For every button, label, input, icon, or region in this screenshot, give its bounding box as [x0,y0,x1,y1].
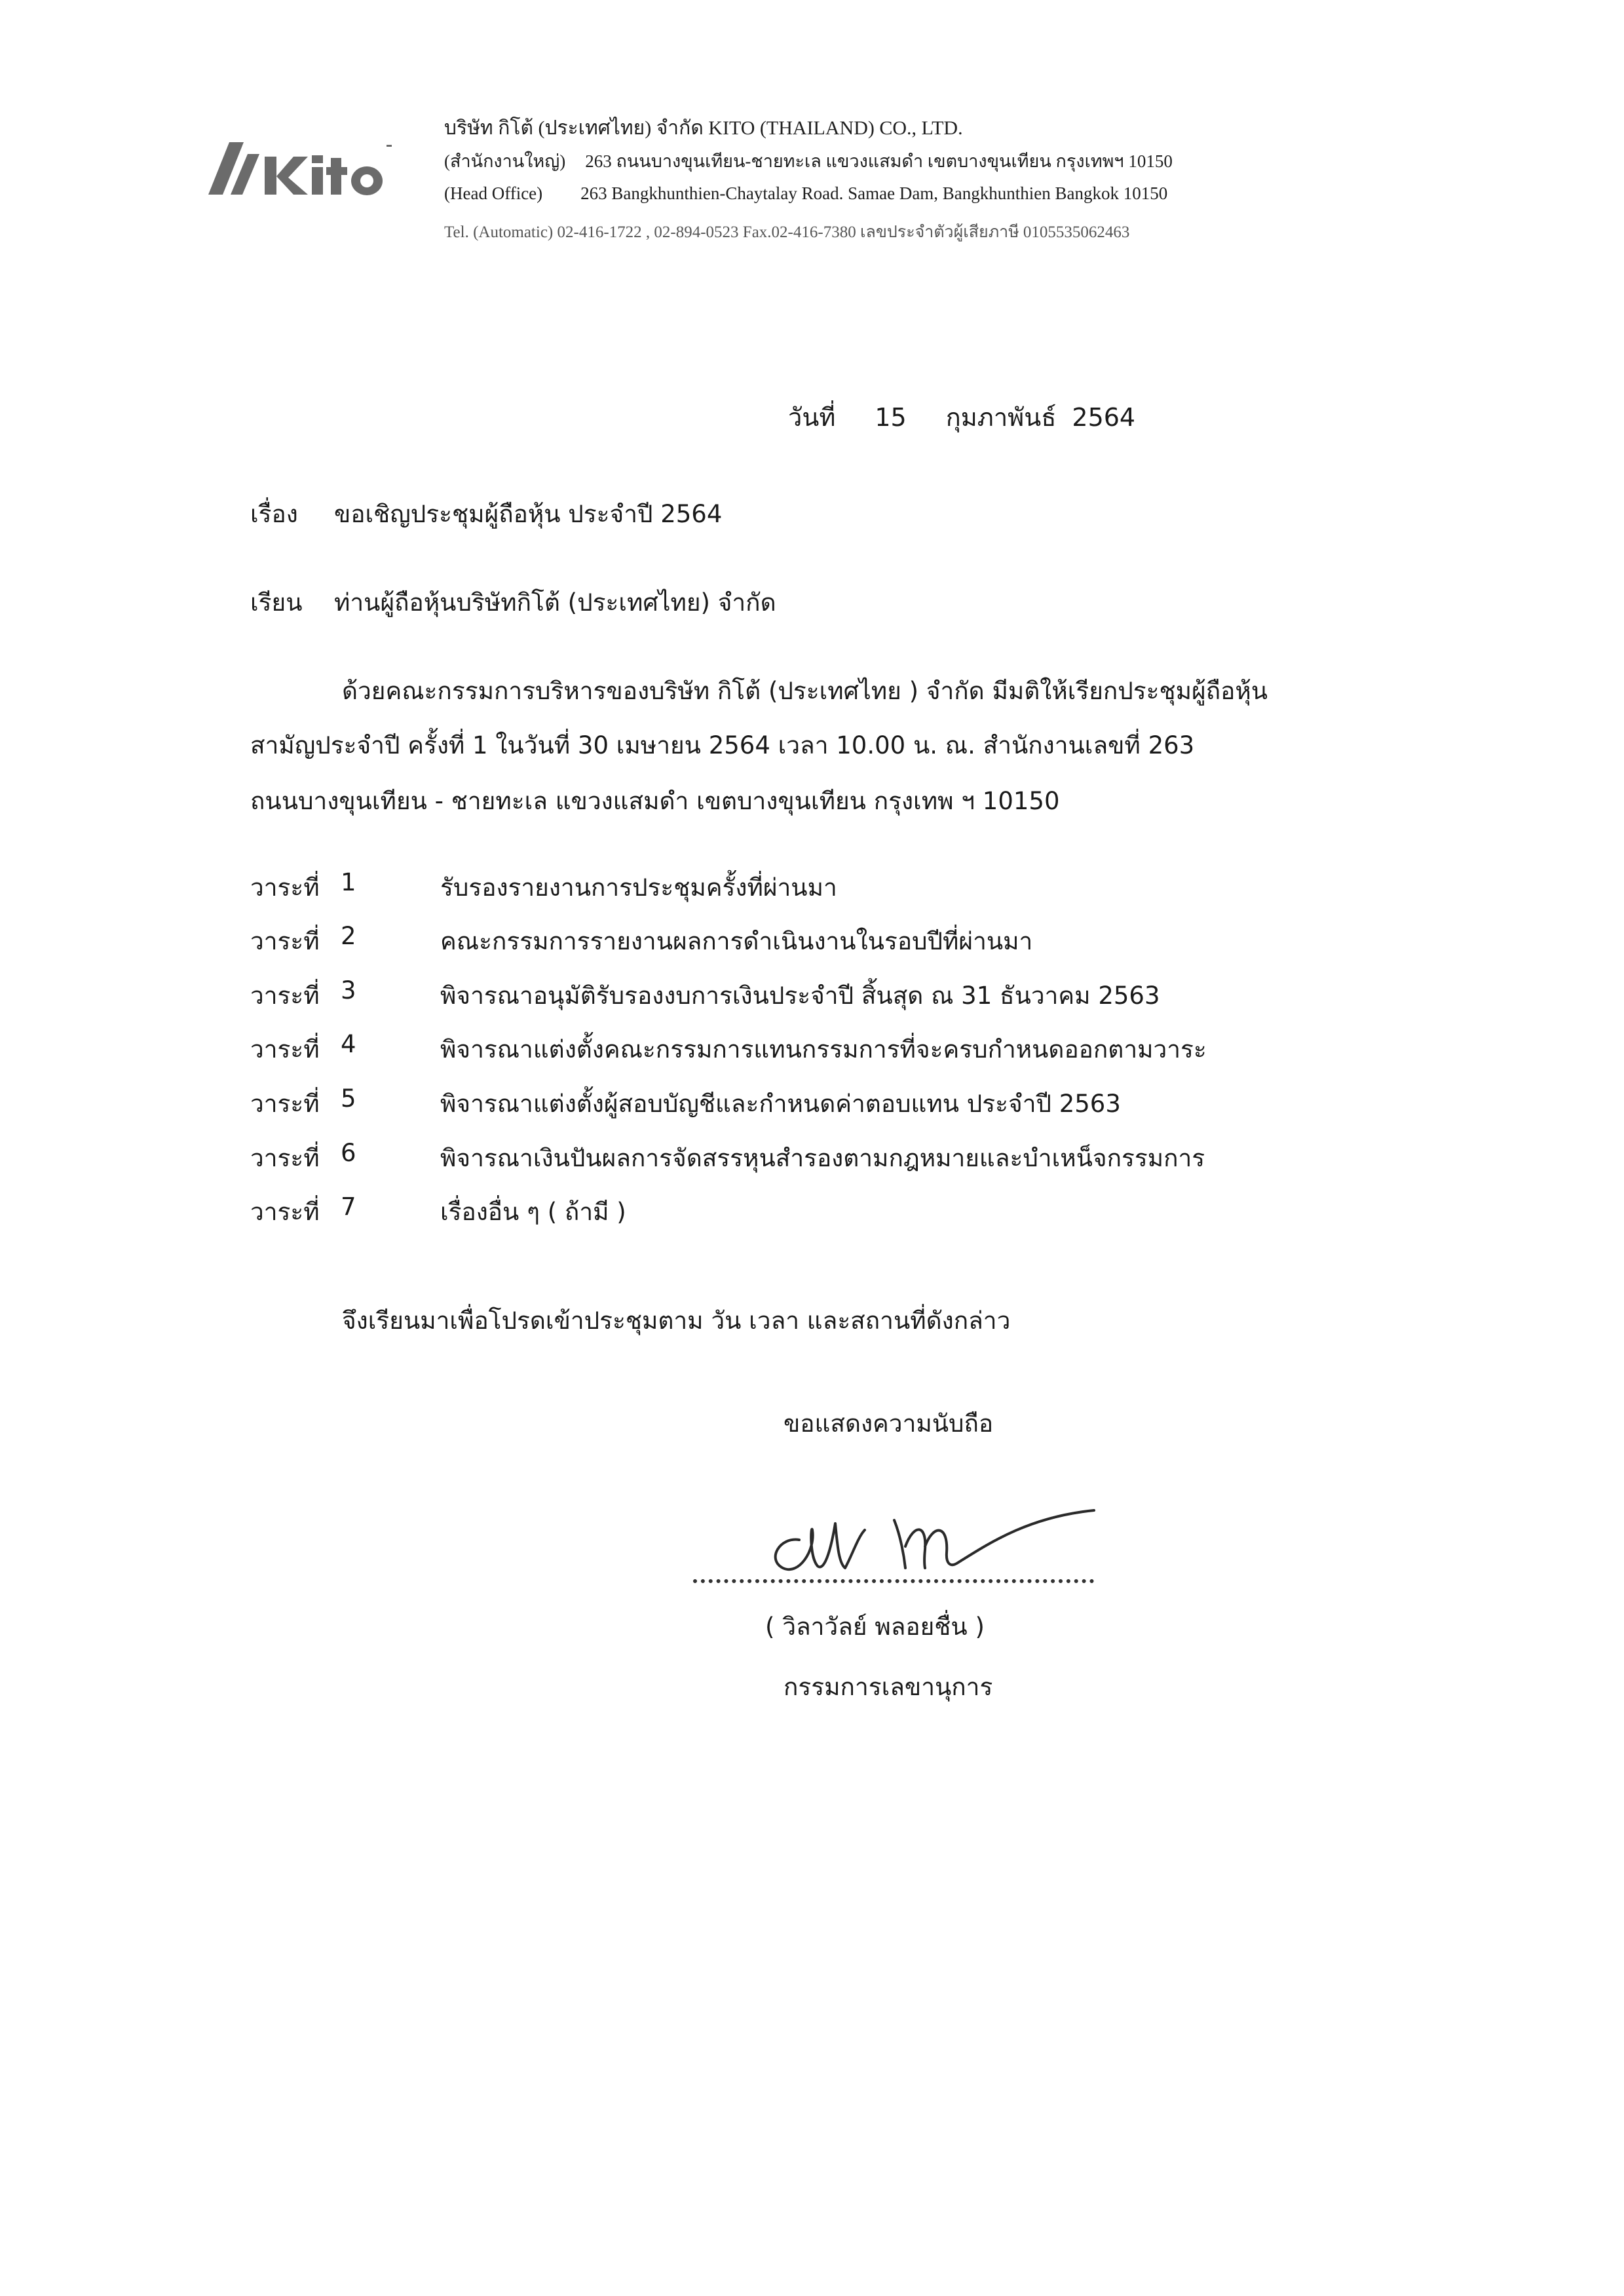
agenda-3-label: วาระที่ [250,982,320,1010]
agenda-2-text: คณะกรรมการรายงานผลการดำเนินงานในรอบปีที่ผ่านมา [440,927,1033,955]
date-day: 15 [875,403,907,432]
agenda-2-number: 2 [341,922,356,950]
closing-text: จึงเรียนมาเพื่อโปรดเข้าประชุมตาม วัน เวลา และสถานที่ดังกล่าว [342,1307,1011,1335]
head-office-en-line [444,183,1167,204]
company-name-line: บริษัท กิโต้ (ประเทศไทย) จำกัด KITO (THAILAND) CO., LTD. [444,117,963,139]
agenda-3-number: 3 [341,976,356,1004]
recipient-label: เรียน [250,588,303,617]
signature-line [693,1579,1094,1583]
regards-text: ขอแสดงความนับถือ [784,1409,994,1438]
agenda-4-label: วาระที่ [250,1035,320,1063]
agenda-1-text: รับรองรายงานการประชุมครั้งที่ผ่านมา [440,873,837,902]
agenda-5-text: พิจารณาแต่งตั้งผู้สอบบัญชีและกำหนดค่าตอบแทน ประจำปี 2563 [440,1090,1121,1118]
agenda-6-text: พิจารณาเงินปันผลการจัดสรรหุนสำรองตามกฎหมายและบำเหน็จกรรมการ [440,1144,1205,1172]
date-month: กุมภาพันธ์ [945,403,1057,432]
agenda-4-text: พิจารณาแต่งตั้งคณะกรรมการแทนกรรมการที่จะครบกำหนดออกตามวาระ [440,1035,1207,1063]
date-year: 2564 [1072,403,1136,432]
body-line-1: ด้วยคณะกรรมการบริหารของบริษัท กิโต้ (ประเทศไทย ) จำกัด มีมติให้เรียกประชุมผู้ถือหุ้น [342,677,1268,705]
handwritten-signature [753,1484,1107,1582]
head-office-en-address: 263 Bangkhunthien-Chaytalay Road. Samae Dam, Bangkhunthien Bangkok 10150 [580,183,1168,203]
head-office-en-label: (Head Office) [444,183,543,203]
signer-title: กรรมการเลขานุการ [784,1673,993,1701]
signer-name: ( วิลาวัลย์ พลอยชื่น ) [765,1613,985,1641]
agenda-5-label: วาระที่ [250,1090,320,1118]
agenda-6-number: 6 [341,1139,356,1167]
agenda-2-label: วาระที่ [250,927,320,955]
date-label: วันที่ [788,403,836,432]
contact-line: Tel. (Automatic) 02-416-1722 , 02-894-0523 Fax.02-416-7380 เลขประจำตัวผู้เสียภาษี 0105535062463 [444,223,1130,241]
agenda-4-number: 4 [341,1030,356,1058]
agenda-7-text: เรื่องอื่น ๆ ( ถ้ามี ) [440,1198,626,1226]
agenda-3-text: พิจารณาอนุมัติรับรองงบการเงินประจำปี สิ้นสุด ณ 31 ธันวาคม 2563 [440,982,1160,1010]
head-office-th-label: (สำนักงานใหญ่) [444,151,566,171]
kito-logo [197,134,400,206]
head-office-th-address: 263 ถนนบางขุนเทียน-ชายทะเล แขวงแสมดำ เขตบางขุนเทียน กรุงเทพฯ 10150 [585,151,1173,171]
agenda-1-number: 1 [341,868,356,896]
recipient-text: ท่านผู้ถือหุ้นบริษัทกิโต้ (ประเทศไทย) จำกัด [334,588,776,617]
body-line-2: สามัญประจำปี ครั้งที่ 1 ในวันที่ 30 เมษายน 2564 เวลา 10.00 น. ณ. สำนักงานเลขที่ 263 [250,731,1195,759]
letter-date [788,397,1135,437]
agenda-7-number: 7 [341,1193,356,1221]
subject-label: เรื่อง [250,500,298,528]
agenda-1-label: วาระที่ [250,873,320,902]
agenda-6-label: วาระที่ [250,1144,320,1172]
head-office-th-line [444,147,1173,175]
agenda-5-number: 5 [341,1084,356,1113]
agenda-7-label: วาระที่ [250,1198,320,1226]
body-line-3: ถนนบางขุนเทียน - ชายทะเล แขวงแสมดำ เขตบางขุนเทียน กรุงเทพ ฯ 10150 [250,787,1060,815]
subject-text: ขอเชิญประชุมผู้ถือหุ้น ประจำปี 2564 [334,500,723,528]
